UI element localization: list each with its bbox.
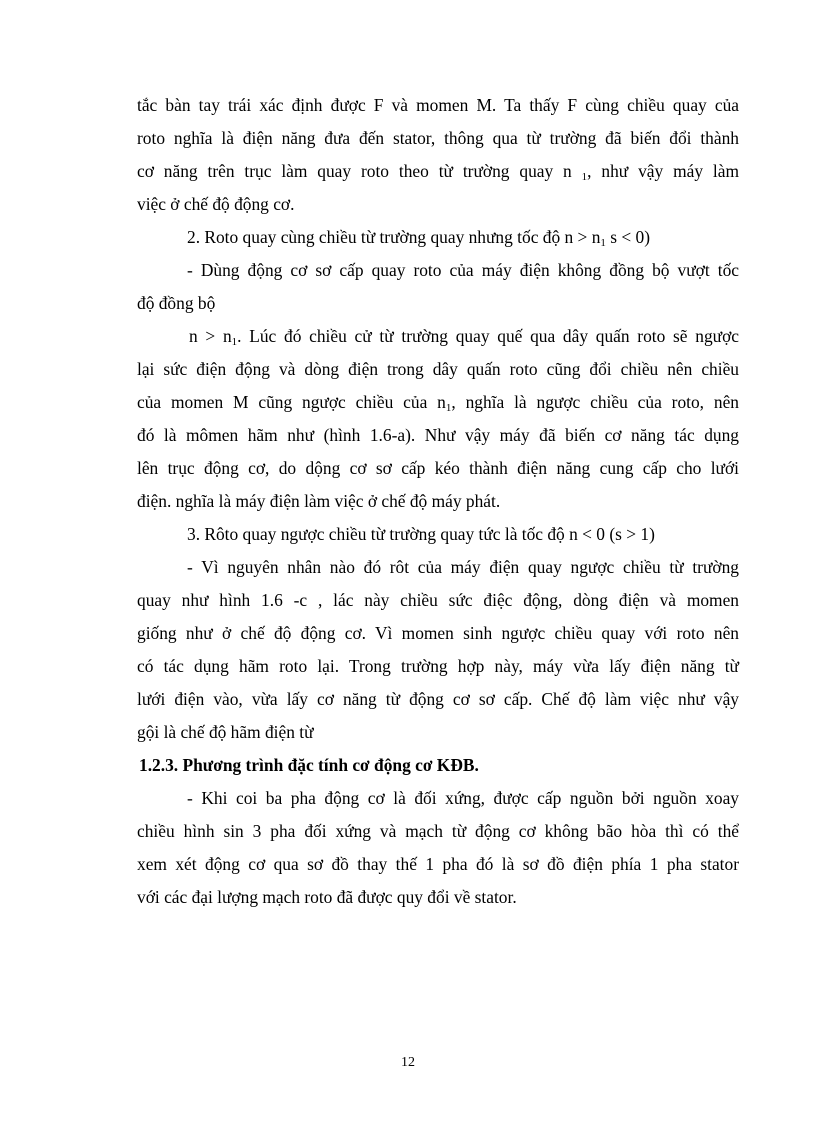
text-fragment: . Lúc đó chiều cử từ trường quay quế qua dây quấn roto sẽ ngược	[237, 326, 739, 346]
text-line	[137, 391, 739, 413]
text-line: - Dùng động cơ sơ cấp quay roto của máy điện không đồng bộ vượt tốc	[187, 260, 739, 280]
text-line: với các đại lượng mạch roto đã được quy đổi về stator.	[137, 887, 517, 907]
text-line: giống như ở chế độ động cơ. Vì momen sinh ngược chiều quay với roto nên	[137, 623, 739, 643]
text-line: lại sức điện động và dòng điện trong dây quấn roto cũng đổi chiều nên chiều	[137, 359, 739, 379]
text-fragment: của momen M cũng ngược chiều của n	[137, 392, 446, 412]
subscript: 1	[600, 237, 606, 249]
text-line: độ đồng bộ	[137, 293, 216, 313]
subscript: 1	[581, 171, 588, 183]
text-line: gội là chế độ hãm điện từ	[137, 722, 314, 742]
text-line: chiều hình sin 3 pha đối xứng và mạch từ động cơ không bão hòa thì có thể	[137, 821, 739, 841]
subscript: 1	[445, 402, 452, 414]
text-line	[187, 226, 739, 248]
text-line: đó là mômen hãm như (hình 1.6-a). Như vậy máy đã biến cơ năng tác dụng	[137, 425, 739, 445]
text-fragment: cơ năng trên trục làm quay roto theo từ trường quay n	[137, 161, 572, 181]
text-line: 3. Rôto quay ngược chiều từ trường quay tức là tốc độ n < 0 (s > 1)	[187, 524, 655, 544]
text-fragment: 2. Roto quay cùng chiều từ trường quay nhưng tốc độ n > n	[187, 227, 601, 247]
text-line: roto nghĩa là điện năng đưa đến stator, thông qua từ trường đã biến đổi thành	[137, 128, 739, 148]
text-line: - Vì nguyên nhân nào đó rôt của máy điện quay ngược chiều từ trường	[187, 557, 739, 577]
text-line: xem xét động cơ qua sơ đồ thay thế 1 pha đó là sơ đồ điện phía 1 pha stator	[137, 854, 739, 874]
page-number: 12	[401, 1055, 415, 1070]
text-fragment: , nghĩa là ngược chiều của roto, nên	[451, 392, 739, 412]
text-line: việc ở chế độ động cơ.	[137, 194, 295, 214]
subscript: 1	[231, 336, 238, 348]
text-line: lên trục động cơ, do dộng cơ sơ cấp kéo thành điện năng cung cấp cho lưới	[137, 458, 739, 478]
text-line: quay như hình 1.6 -c , lác này chiều sức điệc động, dòng điện và momen	[137, 590, 739, 610]
text-line	[137, 160, 739, 182]
text-fragment: n > n	[189, 326, 232, 346]
text-line: tắc bàn tay trái xác định được F và momen M. Ta thấy F cùng chiều quay của	[137, 95, 739, 115]
section-heading: 1.2.3. Phương trình đặc tính cơ động cơ KĐB.	[139, 755, 479, 775]
text-line: có tác dụng hãm roto lại. Trong trường hợp này, máy vừa lấy điện năng từ	[137, 656, 739, 676]
text-line: điện. nghĩa là máy điện làm việc ở chế độ máy phát.	[137, 491, 501, 511]
text-fragment: , như vậy máy làm	[587, 161, 739, 181]
text-line: lưới điện vào, vừa lấy cơ năng từ động cơ sơ cấp. Chế độ làm việc như vậy	[137, 689, 739, 709]
text-line: - Khi coi ba pha động cơ là đối xứng, được cấp nguồn bởi nguồn xoay	[187, 788, 739, 808]
text-fragment: s < 0)	[605, 227, 651, 247]
text-line	[189, 325, 739, 347]
